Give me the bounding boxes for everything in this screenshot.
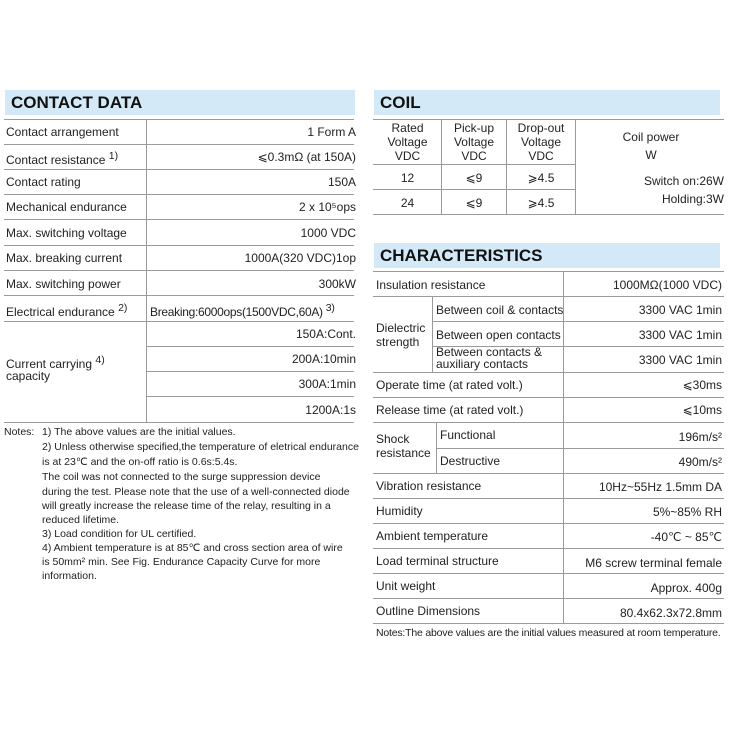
char-label: Unit weight	[376, 579, 436, 593]
dielectric-sub: Between contacts & auxiliary contacts	[436, 345, 543, 371]
note-line: 3) Load condition for UL certified.	[42, 528, 197, 540]
coil-power-value: Switch on:26W	[643, 174, 724, 188]
contact-row-label: Max. switching voltage	[6, 226, 127, 240]
shock-label: Shock resistance	[376, 432, 431, 460]
coil-title: COIL	[380, 93, 421, 112]
notes-head: Notes:	[4, 426, 35, 438]
contact-row-value: 1000 VDC	[300, 226, 356, 240]
dielectric-label: Dielectric strength	[376, 321, 426, 349]
coil-header-dropout: Drop-out Voltage VDC	[517, 121, 565, 163]
coil-rated-value: 24	[400, 196, 415, 210]
char-value: ⩽10ms	[682, 403, 722, 417]
char-value: 3300 VAC 1min	[638, 328, 722, 342]
contact-row-value: Breaking:6000ops(1500VDC,60A) $^{3)}$	[150, 302, 335, 319]
contact-row-value: 150A	[327, 175, 356, 189]
char-value: 80.4x62.3x72.8mm	[619, 606, 722, 620]
char-label: Operate time (at rated volt.)	[376, 378, 523, 392]
contact-row-value: 1 Form A	[307, 125, 356, 139]
note-line: 2) Unless otherwise specified,the temperature of eletrical endurance	[42, 441, 359, 453]
note-line: reduced lifetime.	[42, 514, 120, 526]
carrying-value: 150A:Cont.	[295, 327, 356, 341]
char-value: -40℃ ~ 85℃	[650, 530, 722, 544]
contact-row-label: Contact arrangement	[6, 125, 119, 139]
note-line: is 50mm² min. See Fig. Endurance Capacity Curve for more	[42, 556, 321, 568]
contact-row-label: Contact resistance $^{1)}$	[6, 150, 119, 167]
note-line: 1) The above values are the initial values.	[42, 426, 236, 438]
coil-header	[374, 90, 720, 115]
note-line: information.	[42, 570, 97, 582]
coil-dropout-value: ⩾4.5	[527, 171, 555, 185]
coil-header-rated: Rated Voltage VDC	[387, 121, 428, 163]
note-line: 4) Ambient temperature is at 85℃ and cross section area of wire	[42, 542, 343, 554]
coil-pickup-value: ⩽9	[465, 171, 483, 185]
characteristics-header	[374, 243, 720, 268]
char-value: 3300 VAC 1min	[638, 353, 722, 367]
char-label: Ambient temperature	[376, 529, 489, 543]
shock-sub: Functional	[440, 428, 496, 442]
characteristics-note: Notes:The above values are the initial values measured at room temperature.	[376, 627, 721, 639]
char-value: 1000MΩ(1000 VDC)	[612, 278, 722, 292]
char-label: Insulation resistance	[376, 278, 486, 292]
note-line: The coil was not connected to the surge suppression device	[42, 471, 321, 483]
char-value: 10Hz~55Hz 1.5mm DA	[598, 480, 722, 494]
contact-row-label: Max. breaking current	[6, 251, 123, 265]
contact-row-label: Mechanical endurance	[6, 200, 127, 214]
contact-row-label: Contact rating	[6, 175, 81, 189]
note-line: during the test. Please note that the use of a well-connected diode	[42, 486, 350, 498]
char-value: 3300 VAC 1min	[638, 303, 722, 317]
char-value: Approx. 400g	[650, 581, 722, 595]
char-value: 196m/s²	[678, 430, 722, 444]
char-label: Load terminal structure	[376, 554, 499, 568]
dielectric-sub: Between coil & contacts	[436, 303, 564, 317]
coil-header-pickup: Pick-up Voltage VDC	[453, 121, 495, 163]
coil-rated-value: 12	[400, 171, 415, 185]
char-label: Humidity	[376, 504, 423, 518]
note-line: will greatly increase the release time of the relay, resulting in a	[42, 500, 331, 512]
contact-row-value: ⩽0.3mΩ (at 150A)	[257, 150, 356, 164]
contact-row-value: 1000A(320 VDC)1op	[244, 251, 356, 265]
contact-row-label: Max. switching power	[6, 277, 121, 291]
carrying-value: 1200A:1s	[305, 403, 356, 417]
contact-row-label: Electrical endurance $^{2)}$	[6, 302, 128, 319]
coil-pickup-value: ⩽9	[465, 196, 483, 210]
contact-data-header	[5, 90, 355, 115]
characteristics-title: CHARACTERISTICS	[380, 246, 543, 265]
char-label: Vibration resistance	[376, 479, 482, 493]
char-value: M6 screw terminal female	[585, 556, 722, 570]
char-value: 490m/s²	[678, 455, 722, 469]
char-label: Release time (at rated volt.)	[376, 403, 524, 417]
char-label: Outline Dimensions	[376, 604, 481, 618]
contact-row-value: 2 x 10⁵ops	[298, 200, 356, 214]
char-value: ⩽30ms	[682, 378, 722, 392]
current-carrying-label-2: capacity	[6, 369, 51, 383]
coil-dropout-value: ⩾4.5	[527, 196, 555, 210]
note-line: is at 23℃ and the on-off ratio is 0.6s:5.4s.	[42, 456, 238, 468]
coil-power-value: Holding:3W	[661, 192, 724, 206]
char-value: 5%~85% RH	[652, 505, 722, 519]
current-carrying-label: Current carrying $^{4)}$	[6, 354, 105, 371]
dielectric-sub: Between open contacts	[436, 328, 561, 342]
coil-header-power: Coil power W	[622, 130, 680, 162]
contact-row-value: 300kW	[318, 277, 356, 291]
carrying-value: 300A:1min	[298, 377, 356, 391]
shock-sub: Destructive	[440, 454, 501, 468]
carrying-value: 200A:10min	[291, 352, 356, 366]
contact-data-title: CONTACT DATA	[11, 93, 143, 112]
